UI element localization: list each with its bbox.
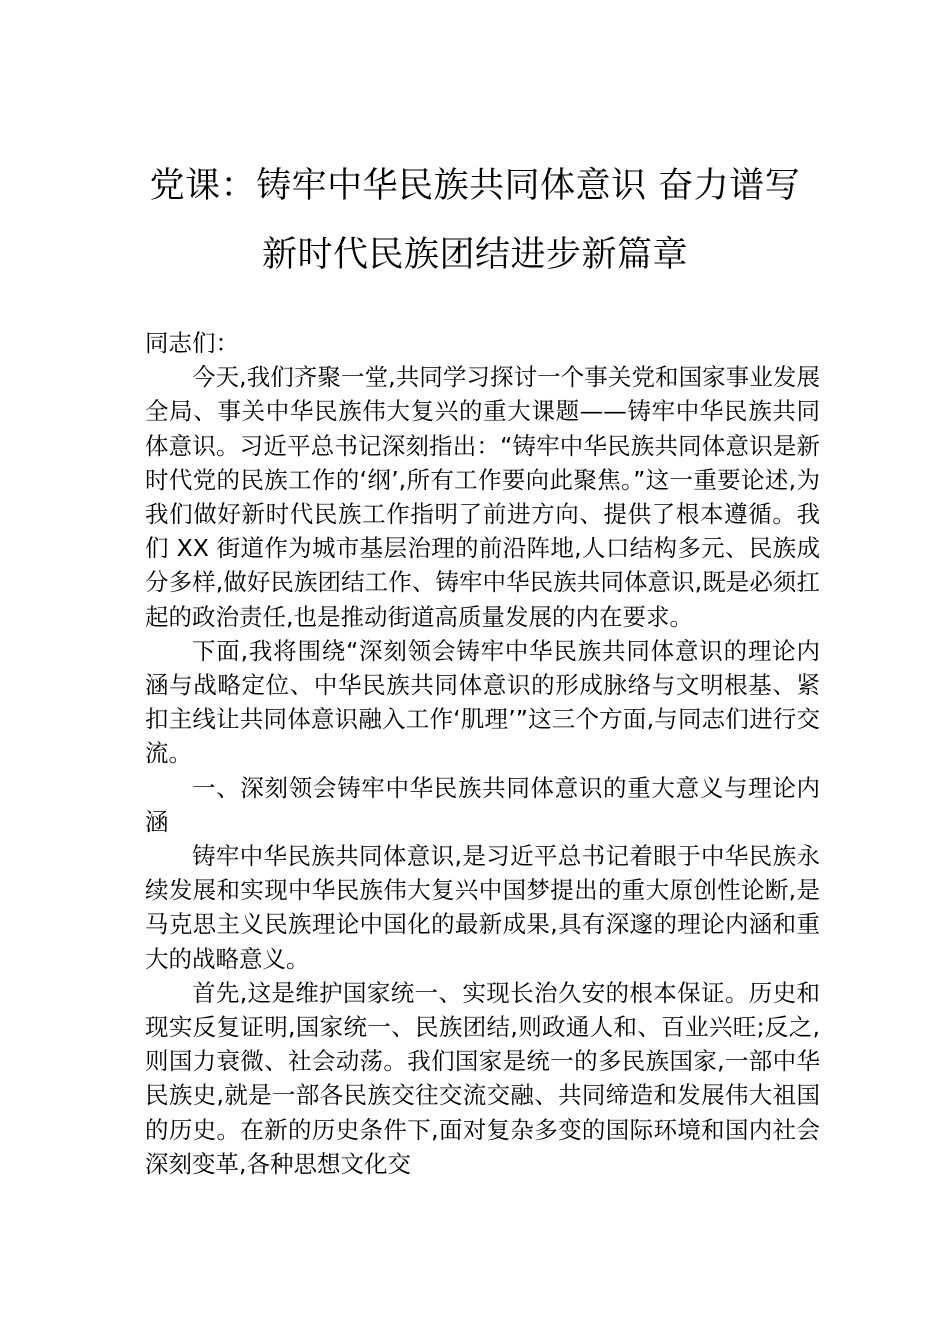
document-title-line-2: 新时代民族团结进步新篇章 bbox=[261, 235, 688, 275]
paragraph-section-1-intro: 铸牢中华民族共同体意识,是习近平总书记着眼于中华民族永续发展和实现中华民族伟大复兴中国梦提出的重大原创性论断,是马克思主义民族理论中国化的最新成果,具有深邃的理论内涵和重大的战略意义。 bbox=[145, 842, 820, 973]
paragraph-opening: 今天,我们齐聚一堂,共同学习探讨一个事关党和国家事业发展全局、事关中华民族伟大复兴的重大课题——铸牢中华民族共同体意识。习近平总书记深刻指出：“铸牢中华民族共同体意识是新时代党的民族工作的‘纲’,所有工作要向此聚焦。”这一重要论述,为我们做好新时代民族工作指明了前进方向、提供了根本遵循。我们 XX 街道作为城市基层治理的前沿阵地,人口结构多元、民族成分多样,做好民族团结工作、铸牢中华民族共同体意识,既是必须扛起的政治责任,也是推动街道高质量发展的内在要求。 bbox=[145, 363, 820, 631]
paragraph-outline: 下面,我将围绕“深刻领会铸牢中华民族共同体意识的理论内涵与战略定位、中华民族共同体意识的形成脉络与文明根基、紧扣主线让共同体意识融入工作‘肌理’”这三个方面,与同志们进行交流。 bbox=[145, 636, 820, 768]
salutation: 同志们： bbox=[145, 329, 239, 357]
section-heading-1: 一、深刻领会铸牢中华民族共同体意识的重大意义与理论内涵 bbox=[145, 773, 820, 836]
document-body bbox=[145, 326, 820, 1181]
paragraph-section-1-first-point: 首先,这是维护国家统一、实现长治久安的根本保证。历史和现实反复证明,国家统一、民族团结,则政通人和、百业兴旺;反之,则国力衰微、社会动荡。我们国家是统一的多民族国家,一部中华民族史,就是一部各民族交往交流交融、共同缔造和发展伟大祖国的历史。在新的历史条件下,面对复杂多变的国际环境和国内社会深刻变革,各种思想文化交 bbox=[145, 978, 820, 1178]
document-title-line-1: 党课：铸牢中华民族共同体意识 奋力谱写 bbox=[149, 166, 801, 206]
